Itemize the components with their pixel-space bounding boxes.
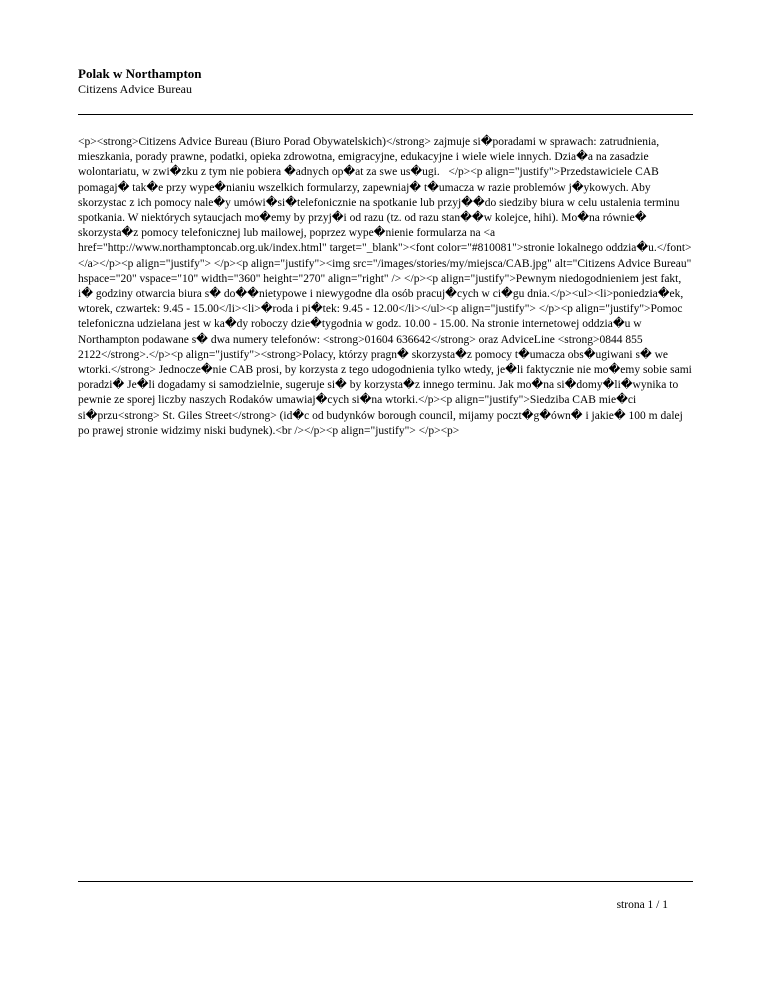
- footer-divider: [78, 881, 693, 882]
- page-title: Polak w Northampton: [78, 66, 202, 81]
- article-body: <p><strong>Citizens Advice Bureau (Biuro Porad Obywatelskich)</strong> zajmuje si�poradami w sprawach: zatrudnienia, mieszkania, porady prawne, podatki, opieka zdrowotna, emigracyjne, edukacyjne i wiele wiele innych. Dzia�a na zasadzie wolontariatu, w zwi�zku z tym nie pobiera �adnych op�at za swe us�ugi. </p><p align="justify">Przedstawiciele CAB pomagaj� tak�e przy wype�nianiu wszelkich formularzy, zapewniaj� t�umacza w razie problemów j�ykowych. Aby skorzystac z ich pomocy nale�y umówi�si�telefonicznie na spotkanie lub przyj��do siedziby biura w celu ustalenia terminu spotkania. W niektórych sytaucjach mo�emy by przyj�i od razu (tz. od razu stan��w kolejce, hihi). Mo�na równie� skorzysta�z pomocy telefonicznej lub mailowej, poprzez wype�nienie formularza na <a href="http://www.northamptoncab.org.uk/index.html" target="_blank"><font color="#810081">stronie lokalnego oddzia�u.</font></a></p><p align="justify"> </p><p align="justify"><img src="/images/stories/my/miejsca/CAB.jpg" alt="Citizens Advice Bureau" hspace="20" vspace="10" width="360" height="270" align="right" /> </p><p align="justify">Pewnym niedogodnieniem jest fakt, i� godziny otwarcia biura s� do��nietypowe i niewygodne dla osób pracuj�cych w ci�gu dnia.</p><ul><li>poniedzia�ek, wtorek, czwartek: 9.45 - 15.00</li><li>�roda i pi�tek: 9.45 - 12.00</li></ul><p align="justify"> </p><p align="justify">Pomoc telefoniczna udzielana jest w ka�dy roboczy dzie�tygodnia w godz. 10.00 - 15.00. Na stronie internetowej oddzia�u w Northampton podawane s� dwa numery telefonów: <strong>01604 636642</strong> oraz AdviceLine <strong>0844 855 2122</strong>.</p><p align="justify"><strong>Polacy, którzy pragn� skorzysta�z pomocy t�umacza obs�ugiwani s� we wtorki.</strong> Jednocze�nie CAB prosi, by korzysta z tego udogodnienia tylko wtedy, je�li faktycznie nie mo�emy sobie sami poradzi� Je�li dogadamy si samodzielnie, sugeruje si� by korzysta�z innego terminu. Jak mo�na si�domy�li�wynika to pewnie ze sporej liczby naszych Rodaków umawiaj�cych si�na wtorki.</p><p align="justify">Siedziba CAB mie�ci si�przu<strong> St. Giles Street</strong> (id�c od budynków borough council, mijamy poczt�g�ówn� i jakie� 100 m dalej po prawej stronie widzimy niski budynek).<br /></p><p align="justify"> </p><p>: [78, 136, 695, 437]
- page-subtitle: Citizens Advice Bureau: [78, 82, 192, 96]
- header-divider: [78, 114, 693, 115]
- document-header: [78, 66, 690, 97]
- page-number: strona 1 / 1: [616, 899, 668, 911]
